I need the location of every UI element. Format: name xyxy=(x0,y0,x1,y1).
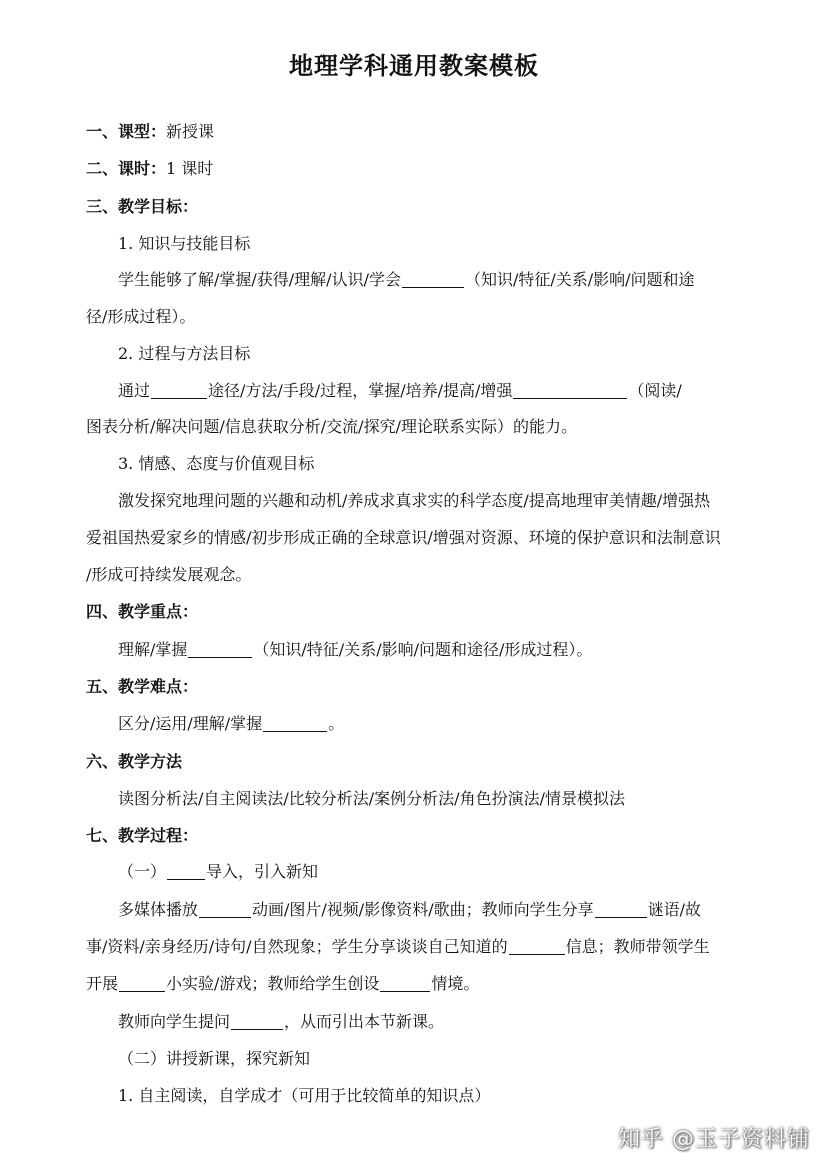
document-title: 地理学科通用教案模板 xyxy=(289,52,539,80)
fill-blank xyxy=(509,938,565,955)
section-lesson-hours xyxy=(86,158,213,180)
methods-text: 读图分析法/自主阅读法/比较分析法/案例分析法/角色扮演法/情景模拟法 xyxy=(118,789,625,808)
key-points-text xyxy=(118,639,592,661)
text-segment: （知识/特征/关系/影响/问题和途 xyxy=(464,270,695,289)
process-step-1-line-3 xyxy=(86,973,479,995)
fill-blank xyxy=(119,975,165,992)
fill-blank xyxy=(513,382,627,399)
difficulties-text xyxy=(118,713,344,735)
objective-heading-3: 3. 情感、态度与价值观目标 xyxy=(118,454,315,473)
text-segment: 动画/图片/视频/影像资料/歌曲；教师向学生分享 xyxy=(252,900,594,919)
text-segment: 理解/掌握 xyxy=(118,640,188,659)
fill-blank xyxy=(263,715,327,732)
fill-blank xyxy=(151,382,207,399)
section-key-points xyxy=(86,601,198,623)
text-segment: 教师向学生提问 xyxy=(118,1012,231,1031)
objective-text-1-cont: 径/形成过程）。 xyxy=(86,307,196,326)
text-segment: 通过 xyxy=(118,381,151,400)
section-label: 四、教学重点： xyxy=(86,602,199,621)
text-segment: 小实验/游戏；教师给学生创设 xyxy=(166,974,380,993)
process-step-1-line-2 xyxy=(86,936,710,958)
fill-blank xyxy=(199,901,251,918)
text-segment: 谜语/故 xyxy=(647,900,701,919)
text-segment: （知识/特征/关系/影响/问题和途径/形成过程）。 xyxy=(253,640,593,659)
process-step-1-heading xyxy=(118,861,318,883)
text-segment: 信息；教师带领学生 xyxy=(565,937,710,956)
text-segment: 事/资料/亲身经历/诗句/自然现象；学生分享谈谈自己知道的 xyxy=(86,937,508,956)
section-objectives xyxy=(86,196,198,218)
objective-text-3: 激发探究地理问题的兴趣和动机/养成求真求实的科学态度/提高地理审美情趣/增强热 xyxy=(118,491,711,510)
text-segment: 多媒体播放 xyxy=(118,900,199,919)
text-segment: （阅读/ xyxy=(628,381,682,400)
objective-heading-2: 2. 过程与方法目标 xyxy=(118,344,251,363)
process-step-2-item-1: 1. 自主阅读，自学成才（可用于比较简单的知识点） xyxy=(118,1086,491,1105)
fill-blank xyxy=(188,641,252,658)
section-label: 五、教学难点： xyxy=(86,677,199,696)
section-label: 六、教学方法 xyxy=(86,752,183,771)
section-label: 七、教学过程： xyxy=(86,826,199,845)
section-label: 一、课型： xyxy=(86,122,167,141)
fill-blank xyxy=(402,271,464,288)
objective-text-2 xyxy=(118,380,682,402)
section-label: 三、教学目标： xyxy=(86,197,199,216)
text-segment: （一） xyxy=(118,862,167,881)
text-segment: 开展 xyxy=(86,974,119,993)
process-step-1-line-4 xyxy=(118,1011,444,1033)
objective-text-3-cont2: /形成可持续发展观念。 xyxy=(86,565,252,584)
section-label: 二、课时： xyxy=(86,159,167,178)
text-segment: ，从而引出本节新课。 xyxy=(284,1012,445,1031)
text-segment: 。 xyxy=(328,714,345,733)
section-lesson-type xyxy=(86,121,214,143)
section-difficulties xyxy=(86,676,198,698)
text-segment: 区分/运用/理解/掌握 xyxy=(118,714,263,733)
fill-blank xyxy=(595,901,647,918)
objective-text-2-cont: 图表分析/解决问题/信息获取分析/交流/探究/理论联系实际）的能力。 xyxy=(86,417,577,436)
objective-text-3-cont: 爱祖国热爱家乡的情感/初步形成正确的全球意识/增强对资源、环境的保护意识和法制意识 xyxy=(86,528,721,547)
text-segment: 情境。 xyxy=(431,974,480,993)
fill-blank xyxy=(231,1013,283,1030)
fill-blank xyxy=(167,863,205,880)
process-step-2-heading: （二）讲授新课，探究新知 xyxy=(118,1049,311,1068)
watermark: 知乎 @玉子资料铺 xyxy=(618,1127,810,1152)
section-process xyxy=(86,825,198,847)
text-segment: 导入，引入新知 xyxy=(206,862,319,881)
objective-text-1 xyxy=(118,269,695,291)
objective-heading-1: 1. 知识与技能目标 xyxy=(118,234,251,253)
text-segment: 学生能够了解/掌握/获得/理解/认识/学会 xyxy=(118,270,401,289)
fill-blank xyxy=(380,975,430,992)
text-segment: 途径/方法/手段/过程，掌握/培养/提高/增强 xyxy=(208,381,513,400)
section-text: 新授课 xyxy=(166,122,215,141)
section-methods xyxy=(86,751,182,773)
process-step-1-line-1 xyxy=(118,899,701,921)
section-text: 1 课时 xyxy=(166,159,214,178)
